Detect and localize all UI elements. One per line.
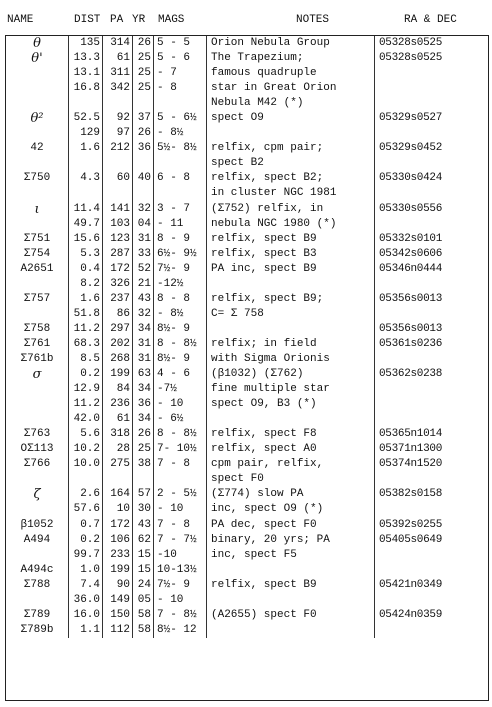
cell-pa: 90 [102,578,132,593]
cell-name [6,66,68,81]
cell-ra-dec [374,593,490,608]
cell-notes: Nebula M42 (*) [206,96,374,111]
cell-dist: 10.0 [68,457,102,472]
cell-dist: 1.1 [68,623,102,638]
cell-yr: 36 [132,141,153,156]
header-yr: YR [132,14,146,26]
cell-mags: - 10 [153,502,206,517]
cell-ra-dec: 05356s0013 [374,292,490,307]
cell-name: ζ [33,487,41,503]
cell-yr: 25 [132,66,153,81]
cell-dist: 42.0 [68,412,102,427]
cell-ra-dec [374,502,490,517]
cell-mags: 8 - 8½ [153,427,206,442]
header-pa: PA [110,14,124,26]
cell-name: Σ789b [20,623,54,636]
cell-pa: 123 [102,232,132,247]
cell-ra-dec [374,307,490,322]
cell-pa: 237 [102,292,132,307]
cell-mags: 5 - 5 [153,36,206,51]
cell-ra-dec [374,277,490,292]
cell-name: A494 [23,533,51,546]
cell-yr: 34 [132,382,153,397]
cell-notes: cpm pair, relfix, [206,457,374,472]
cell-mags: 4 - 6 [153,367,206,382]
cell-dist: 10.2 [68,442,102,457]
cell-pa: 92 [102,111,132,126]
cell-ra-dec: 05361s0236 [374,337,490,352]
cell-pa: 199 [102,367,132,382]
cell-mags: 7½- 9 [153,262,206,277]
cell-yr: 26 [132,126,153,141]
cell-name: θ [33,36,41,51]
cell-mags: 6 - 8 [153,171,206,186]
cell-pa: 10 [102,502,132,517]
cell-notes: PA inc, spect B9 [206,262,374,277]
cell-yr: 04 [132,217,153,232]
cell-notes: inc, spect O9 (*) [206,502,374,517]
cell-dist [68,156,102,171]
cell-ra-dec [374,66,490,81]
cell-notes: spect B2 [206,156,374,171]
cell-notes: relfix; in field [206,337,374,352]
cell-notes [206,412,374,427]
cell-name: θ² [30,111,44,127]
cell-notes: inc, spect F5 [206,548,374,563]
cell-dist: 1.6 [68,141,102,156]
cell-dist: 0.2 [68,367,102,382]
cell-notes [206,593,374,608]
cell-notes: spect O9 [206,111,374,126]
cell-pa: 212 [102,141,132,156]
cell-ra-dec: 05329s0452 [374,141,490,156]
cell-notes: relfix, spect B3 [206,247,374,262]
cell-dist: 15.6 [68,232,102,247]
cell-dist: 135 [68,36,102,51]
cell-notes: relfix, spect F8 [206,427,374,442]
cell-name: Σ750 [23,172,51,185]
cell-notes [206,277,374,292]
cell-pa: 61 [102,51,132,66]
cell-yr: 25 [132,51,153,66]
cell-notes: spect F0 [206,472,374,487]
cell-mags: 7 - 8½ [153,608,206,623]
cell-name [6,397,68,412]
cell-name [6,593,68,608]
cell-dist [68,186,102,201]
cell-mags: - 10 [153,397,206,412]
cell-dist [68,96,102,111]
cell-ra-dec: 05392s0255 [374,518,490,533]
cell-name: Σ766 [23,458,51,471]
cell-notes: (β1032) (Σ762) [206,367,374,382]
cell-notes [206,623,374,638]
cell-dist: 11.4 [68,202,102,217]
cell-mags: - 8½ [153,307,206,322]
cell-name: Σ758 [23,322,51,335]
cell-notes: C= Σ 758 [206,307,374,322]
cell-mags: 7½- 9 [153,578,206,593]
cell-mags: 5 - 6 [153,51,206,66]
header-notes: NOTES [296,14,330,26]
cell-pa: 268 [102,352,132,367]
cell-dist: 7.4 [68,578,102,593]
cell-mags: 6½- 9½ [153,247,206,262]
cell-pa: 342 [102,81,132,96]
cell-ra-dec: 05330s0424 [374,171,490,186]
cell-name: Σ754 [23,247,51,260]
cell-yr: 30 [132,502,153,517]
cell-notes: with Sigma Orionis [206,352,374,367]
cell-yr: 31 [132,337,153,352]
cell-mags: 7 - 7½ [153,533,206,548]
cell-mags: - 11 [153,217,206,232]
cell-dist: 1.6 [68,292,102,307]
cell-notes: spect O9, B3 (*) [206,397,374,412]
cell-dist: 57.6 [68,502,102,517]
cell-notes: relfix, spect B2; [206,171,374,186]
cell-pa [102,186,132,201]
cell-yr: 63 [132,367,153,382]
cell-mags: 5½- 8½ [153,141,206,156]
cell-pa: 172 [102,518,132,533]
cell-name: Σ761b [20,352,54,365]
cell-pa: 314 [102,36,132,51]
cell-yr: 34 [132,322,153,337]
cell-yr: 57 [132,487,153,502]
cell-dist: 52.5 [68,111,102,126]
header-mags: MAGS [158,14,185,26]
cell-name: ι [34,201,40,217]
cell-yr: 38 [132,457,153,472]
cell-name: Σ788 [23,578,51,591]
cell-name [6,217,68,232]
cell-name [6,307,68,322]
cell-mags: - 8½ [153,126,206,141]
cell-pa: 103 [102,217,132,232]
cell-yr: 58 [132,608,153,623]
cell-mags: 10-13½ [153,563,206,578]
cell-mags: - 10 [153,593,206,608]
cell-notes: (Σ752) relfix, in [206,202,374,217]
cell-ra-dec: 05328s0525 [374,51,490,66]
cell-ra-dec [374,156,490,171]
cell-notes: relfix, spect A0 [206,442,374,457]
cell-name [6,156,68,171]
cell-name: A494c [20,563,54,576]
cell-dist: 0.2 [68,533,102,548]
cell-name: 42 [30,142,44,155]
cell-yr [132,156,153,171]
cell-mags: -10 [153,548,206,563]
cell-name: Σ789 [23,608,51,621]
header-ra-dec: RA & DEC [404,14,457,26]
cell-mags: 5 - 6½ [153,111,206,126]
cell-ra-dec [374,382,490,397]
cell-pa: 84 [102,382,132,397]
cell-pa: 202 [102,337,132,352]
cell-notes: famous quadruple [206,66,374,81]
cell-name [6,96,68,111]
cell-notes: relfix, spect B9 [206,578,374,593]
cell-mags: - 6½ [153,412,206,427]
cell-yr: 58 [132,623,153,638]
cell-yr: 31 [132,352,153,367]
cell-yr: 43 [132,518,153,533]
cell-notes: star in Great Orion [206,81,374,96]
cell-ra-dec: 05329s0527 [374,111,490,126]
cell-mags: 8½- 9 [153,322,206,337]
cell-yr [132,96,153,111]
cell-name: Σ761 [23,337,51,350]
cell-mags: 8 - 8½ [153,337,206,352]
cell-ra-dec [374,397,490,412]
double-star-table [5,35,489,701]
cell-dist: 11.2 [68,397,102,412]
cell-mags: 3 - 7 [153,202,206,217]
cell-yr: 26 [132,36,153,51]
cell-name: β1052 [20,518,54,531]
cell-ra-dec [374,126,490,141]
cell-dist: 4.3 [68,171,102,186]
cell-yr: 34 [132,412,153,427]
cell-ra-dec [374,412,490,427]
cell-mags: 7 - 8 [153,518,206,533]
cell-name [6,186,68,201]
cell-yr: 52 [132,262,153,277]
header-dist: DIST [74,14,101,26]
cell-name [6,382,68,397]
cell-yr: 15 [132,548,153,563]
cell-yr: 62 [132,533,153,548]
cell-notes: relfix, cpm pair; [206,141,374,156]
cell-mags: -12½ [153,277,206,292]
cell-notes: (Σ774) slow PA [206,487,374,502]
cell-name: Σ763 [23,428,51,441]
cell-name: σ [32,367,42,383]
cell-ra-dec [374,96,490,111]
cell-mags [153,186,206,201]
cell-ra-dec [374,623,490,638]
cell-mags: - 8 [153,81,206,96]
cell-pa: 97 [102,126,132,141]
cell-notes: nebula NGC 1980 (*) [206,217,374,232]
cell-ra-dec [374,472,490,487]
cell-pa: 297 [102,322,132,337]
cell-yr [132,472,153,487]
cell-pa: 236 [102,397,132,412]
cell-pa: 141 [102,202,132,217]
cell-ra-dec: 05362s0238 [374,367,490,382]
cell-mags: 8 - 8 [153,292,206,307]
cell-ra-dec [374,548,490,563]
cell-yr: 32 [132,307,153,322]
cell-yr: 25 [132,442,153,457]
cell-mags [153,96,206,111]
cell-yr: 40 [132,171,153,186]
cell-yr: 43 [132,292,153,307]
cell-yr: 05 [132,593,153,608]
cell-pa: 326 [102,277,132,292]
cell-name: A2651 [20,262,54,275]
cell-mags: 2 - 5½ [153,487,206,502]
cell-dist: 5.3 [68,247,102,262]
cell-pa: 61 [102,412,132,427]
cell-mags: 7- 10½ [153,442,206,457]
cell-mags: 8½- 9 [153,352,206,367]
cell-pa: 106 [102,533,132,548]
cell-dist: 13.1 [68,66,102,81]
cell-yr: 24 [132,578,153,593]
cell-dist: 8.2 [68,277,102,292]
cell-mags [153,156,206,171]
cell-notes: (A2655) spect F0 [206,608,374,623]
cell-notes: fine multiple star [206,382,374,397]
cell-ra-dec [374,563,490,578]
cell-mags: 8 - 9 [153,232,206,247]
cell-dist: 5.6 [68,427,102,442]
cell-notes: Orion Nebula Group [206,36,374,51]
cell-ra-dec: 05424n0359 [374,608,490,623]
cell-ra-dec: 05330s0556 [374,202,490,217]
cell-name [6,126,68,141]
cell-notes: PA dec, spect F0 [206,518,374,533]
cell-pa [102,156,132,171]
cell-ra-dec: 05365n1014 [374,427,490,442]
cell-notes: in cluster NGC 1981 [206,186,374,201]
cell-pa: 199 [102,563,132,578]
cell-mags: 7 - 8 [153,457,206,472]
cell-yr: 15 [132,563,153,578]
cell-mags [153,472,206,487]
cell-yr: 31 [132,232,153,247]
cell-dist: 0.7 [68,518,102,533]
cell-dist: 11.2 [68,322,102,337]
cell-dist: 13.3 [68,51,102,66]
cell-pa: 318 [102,427,132,442]
cell-dist: 129 [68,126,102,141]
cell-pa: 86 [102,307,132,322]
cell-ra-dec: 05328s0525 [374,36,490,51]
cell-pa: 287 [102,247,132,262]
cell-pa [102,96,132,111]
cell-ra-dec: 05332s0101 [374,232,490,247]
cell-pa: 150 [102,608,132,623]
cell-pa: 172 [102,262,132,277]
cell-dist: 68.3 [68,337,102,352]
cell-mags: -7½ [153,382,206,397]
cell-ra-dec: 05421n0349 [374,578,490,593]
cell-ra-dec [374,81,490,96]
cell-notes: binary, 20 yrs; PA [206,533,374,548]
cell-dist: 99.7 [68,548,102,563]
cell-ra-dec [374,186,490,201]
cell-dist: 2.6 [68,487,102,502]
cell-yr: 26 [132,427,153,442]
cell-pa: 275 [102,457,132,472]
cell-notes [206,126,374,141]
cell-yr: 21 [132,277,153,292]
cell-yr: 25 [132,81,153,96]
cell-ra-dec: 05405s0649 [374,533,490,548]
cell-pa: 233 [102,548,132,563]
cell-name [6,472,68,487]
cell-pa: 311 [102,66,132,81]
cell-dist: 1.0 [68,563,102,578]
cell-mags: 8½- 12 [153,623,206,638]
cell-ra-dec [374,217,490,232]
cell-yr: 36 [132,397,153,412]
cell-notes [206,563,374,578]
cell-name: Σ757 [23,292,51,305]
cell-pa: 28 [102,442,132,457]
cell-pa [102,472,132,487]
cell-notes: relfix, spect B9; [206,292,374,307]
cell-ra-dec [374,352,490,367]
cell-mags: - 7 [153,66,206,81]
cell-name: Σ751 [23,232,51,245]
cell-ra-dec: 05382s0158 [374,487,490,502]
cell-dist: 0.4 [68,262,102,277]
cell-name [6,548,68,563]
cell-dist: 16.8 [68,81,102,96]
cell-dist: 49.7 [68,217,102,232]
cell-pa: 60 [102,171,132,186]
cell-dist: 12.9 [68,382,102,397]
cell-name [6,277,68,292]
cell-dist: 51.8 [68,307,102,322]
header-name: NAME [7,14,34,26]
cell-name [6,502,68,517]
cell-name [6,412,68,427]
cell-dist [68,472,102,487]
cell-ra-dec: 05371n1300 [374,442,490,457]
cell-name: θ' [31,51,43,67]
cell-ra-dec: 05342s0606 [374,247,490,262]
cell-dist: 16.0 [68,608,102,623]
cell-pa: 112 [102,623,132,638]
cell-name [6,81,68,96]
cell-notes [206,322,374,337]
cell-yr: 32 [132,202,153,217]
cell-ra-dec: 05374n1520 [374,457,490,472]
cell-notes: The Trapezium; [206,51,374,66]
cell-pa: 164 [102,487,132,502]
cell-yr [132,186,153,201]
cell-name: OΣ113 [20,443,54,456]
cell-ra-dec: 05346n0444 [374,262,490,277]
cell-dist: 36.0 [68,593,102,608]
cell-pa: 149 [102,593,132,608]
cell-notes: relfix, spect B9 [206,232,374,247]
cell-yr: 33 [132,247,153,262]
cell-dist: 8.5 [68,352,102,367]
cell-ra-dec: 05356s0013 [374,322,490,337]
cell-yr: 37 [132,111,153,126]
